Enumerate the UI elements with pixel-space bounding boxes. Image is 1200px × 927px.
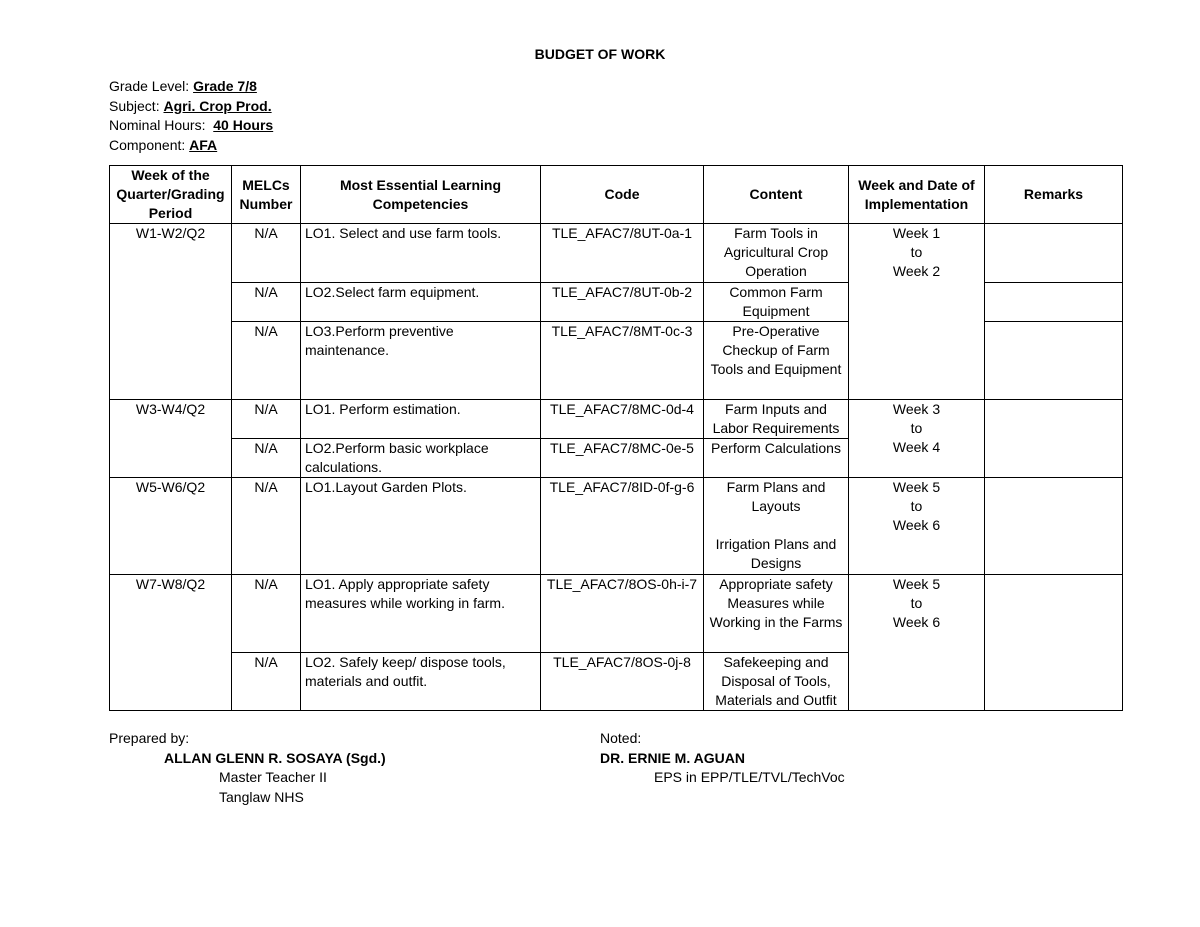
content-cell: Farm Tools in Agricultural Crop Operation (704, 224, 849, 283)
competency-cell: LO1. Perform estimation. (301, 400, 541, 439)
melc-cell: N/A (232, 400, 301, 439)
document-title: BUDGET OF WORK (534, 46, 666, 62)
noted-name: DR. ERNIE M. AGUAN (600, 749, 745, 766)
header-competencies: Most Essential Learning Competencies (301, 166, 541, 224)
prepared-name: ALLAN GLENN R. SOSAYA (Sgd.) (164, 749, 386, 766)
melc-cell: N/A (232, 439, 301, 478)
remarks-cell (985, 224, 1123, 283)
prepared-label: Prepared by: (109, 730, 190, 746)
content-cell: Perform Calculations (704, 439, 849, 478)
remarks-cell (985, 575, 1123, 711)
noted-by-block (600, 729, 845, 788)
component-line: Component: AFA (109, 136, 218, 153)
melc-cell: N/A (232, 224, 301, 283)
code-cell: TLE_AFAC7/8MC-0e-5 (541, 439, 704, 478)
table-row (110, 478, 1123, 575)
header-content: Content (704, 166, 849, 224)
grade-level-line: Grade Level: Grade 7/8 (109, 78, 257, 94)
melc-cell: N/A (232, 575, 301, 653)
competency-cell: LO2. Safely keep/ dispose tools, materials and outfit. (301, 653, 541, 711)
content-cell: Appropriate safety Measures while Working in the Farms (704, 575, 849, 653)
competency-cell: LO2.Perform basic workplace calculations. (301, 439, 541, 478)
code-cell: TLE_AFAC7/8UT-0a-1 (541, 224, 704, 283)
subject-line: Subject: Agri. Crop Prod. (109, 97, 272, 114)
week-cell: W5-W6/Q2 (110, 478, 232, 575)
code-cell: TLE_AFAC7/8MC-0d-4 (541, 400, 704, 439)
content-cell: Farm Plans and Layouts Irrigation Plans and Designs (704, 478, 849, 575)
table-row (110, 575, 1123, 653)
melc-cell: N/A (232, 283, 301, 322)
grade-level-value: Grade 7/8 (193, 78, 257, 94)
code-cell: TLE_AFAC7/8OS-0j-8 (541, 653, 704, 711)
week-cell: W1-W2/Q2 (110, 224, 232, 400)
competency-cell: LO1.Layout Garden Plots. (301, 478, 541, 575)
noted-label: Noted: (600, 730, 642, 746)
melc-cell: N/A (232, 478, 301, 575)
implementation-cell: Week 3 to Week 4 (849, 400, 985, 478)
header-remarks: Remarks (985, 166, 1123, 224)
code-cell: TLE_AFAC7/8ID-0f-g-6 (541, 478, 704, 575)
competency-cell: LO3.Perform preventive maintenance. (301, 322, 541, 400)
header-code: Code (541, 166, 704, 224)
content-cell: Safekeeping and Disposal of Tools, Materials and Outfit (704, 653, 849, 711)
competency-cell: LO2.Select farm equipment. (301, 283, 541, 322)
table-row (110, 224, 1123, 283)
competency-cell: LO1. Select and use farm tools. (301, 224, 541, 283)
table-row (110, 400, 1123, 439)
implementation-cell: Week 5 to Week 6 (849, 575, 985, 711)
week-cell: W7-W8/Q2 (110, 575, 232, 711)
subject-value: Agri. Crop Prod. (163, 97, 272, 114)
remarks-cell (985, 400, 1123, 478)
budget-table (109, 165, 1123, 711)
table-header-row (110, 166, 1123, 224)
component-value: AFA (189, 136, 218, 153)
remarks-cell (985, 478, 1123, 575)
prepared-by-block (109, 729, 386, 807)
header-melc: MELCs Number (232, 166, 301, 224)
remarks-cell (985, 322, 1123, 400)
melc-cell: N/A (232, 653, 301, 711)
code-cell: TLE_AFAC7/8UT-0b-2 (541, 283, 704, 322)
content-cell: Common Farm Equipment (704, 283, 849, 322)
nominal-hours-value: 40 Hours (213, 117, 274, 133)
header-implementation: Week and Date of Implementation (849, 166, 985, 224)
header-week: Week of the Quarter/Grading Period (110, 166, 232, 224)
week-cell: W3-W4/Q2 (110, 400, 232, 478)
prepared-title: Master Teacher II (219, 769, 327, 785)
melc-cell: N/A (232, 322, 301, 400)
content-cell: Pre-Operative Checkup of Farm Tools and Equipment (704, 322, 849, 400)
content-cell: Farm Inputs and Labor Requirements (704, 400, 849, 439)
nominal-hours-line: Nominal Hours: 40 Hours (109, 117, 274, 133)
noted-title: EPS in EPP/TLE/TVL/TechVoc (654, 769, 845, 785)
code-cell: TLE_AFAC7/8MT-0c-3 (541, 322, 704, 400)
competency-cell: LO1. Apply appropriate safety measures while working in farm. (301, 575, 541, 653)
remarks-cell (985, 283, 1123, 322)
document-meta (109, 77, 273, 155)
implementation-cell: Week 1 to Week 2 (849, 224, 985, 400)
implementation-cell: Week 5 to Week 6 (849, 478, 985, 575)
code-cell: TLE_AFAC7/8OS-0h-i-7 (541, 575, 704, 653)
prepared-school: Tanglaw NHS (219, 788, 304, 805)
